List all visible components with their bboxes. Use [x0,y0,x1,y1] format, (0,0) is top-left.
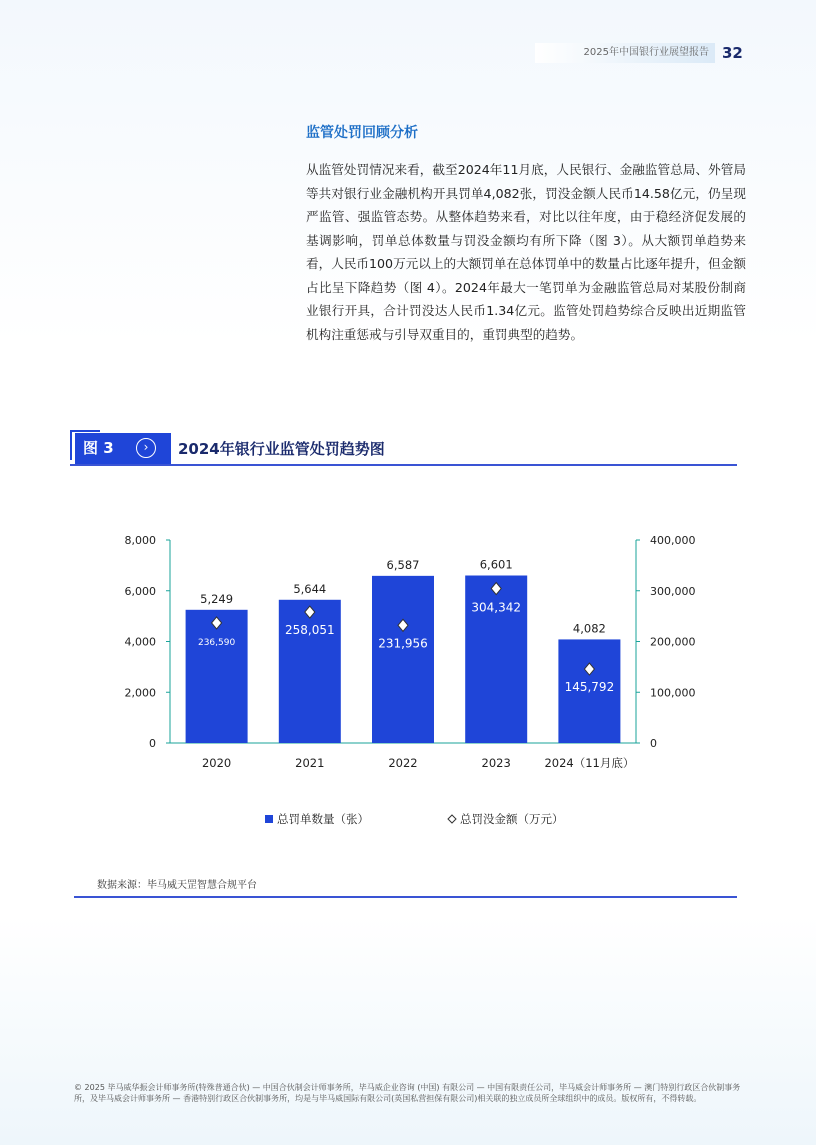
left-tick-label: 0 [149,737,156,750]
figure-label-text: 图 3 [83,439,114,457]
bar-value-label: 5,644 [293,581,327,596]
amount-label: 236,590 [197,637,236,648]
bar-value-label: 6,587 [386,557,420,572]
right-tick-label: 300,000 [650,584,696,598]
legend-bar-label: 总罚单数量（张） [277,812,369,826]
divider [74,896,737,898]
x-tick-label: 2021 [295,756,325,770]
bar-value-label: 6,601 [479,557,513,572]
figure-title: 2024年银行业监管处罚趋势图 [178,440,385,458]
bar-chart [0,500,816,840]
right-tick-label: 400,000 [650,534,696,547]
amount-label: 231,956 [378,636,428,651]
bar [372,576,434,743]
right-tick-label: 200,000 [650,635,696,649]
left-tick-label: 4,000 [124,635,156,649]
bar-value-label: 5,249 [200,591,234,606]
bar-value-label: 4,082 [572,621,606,636]
legend-diamond-label: 总罚没金额（万元） [460,812,564,826]
section-body: 从监管处罚情况来看，截至2024年11月底，人民银行、金融监管总局、外管局等共对银行业金融机构开具罚单4,082张，罚没金额人民币14.58亿元，仍呈现严监管、强监管态势。从整体趋势来看，对比以往年度，由于稳经济促发展的基调影响，罚单总体数量与罚没金额均有所下降（图 3）。从大额罚单趋势来看，人民币100万元以上的大额罚单在总体罚单中的数量占比逐年提升，但金额占比呈下降趋势（图 4）。2024年最大一笔罚单为金融监管总局对某股份制商业银行开具，合计罚没达人民币1.34亿元。监管处罚趋势综合反映出近期监管机构注重惩戒与引导双重目的，重罚典型的趋势。 [306,162,746,342]
bar [186,610,248,743]
right-tick-label: 0 [650,737,657,750]
left-tick-label: 2,000 [124,686,156,700]
x-tick-label: 2023 [481,756,511,770]
chevron-circle-right-icon: › [136,438,156,458]
legend-diamond-swatch [448,815,456,823]
left-tick-label: 6,000 [124,584,156,598]
amount-label: 258,051 [284,623,335,638]
x-tick-label: 2020 [201,756,232,770]
amount-label: 304,342 [471,600,522,615]
report-title: 2025年中国银行业展望报告 [535,43,715,63]
x-tick-label: 2022 [388,756,418,770]
copyright-footer: © 2025 毕马威华振会计师事务所(特殊普通合伙) — 中国合伙制会计师事务所，毕马威企业咨询 (中国) 有限公司 — 中国有限责任公司，毕马威会计师事务所 — 澳门特别行政区合伙制事务所，及毕马威会计师事务所 — 香港特别行政区合伙制事务所，均是与毕马威国际有限公司(英国私营担保有限公司)相关联的独立成员所全球组织中的成员。版权所有，不得转载。 [74,1083,741,1103]
section-title: 监管处罚回顾分析 [306,125,418,141]
legend-bar-swatch [265,815,273,823]
x-tick-label: 2024（11月底） [544,756,635,770]
bar [279,600,341,743]
left-tick-label: 8,000 [124,534,156,547]
figure-label [75,433,171,464]
page-number: 32 [722,44,743,62]
figure-header [70,430,737,466]
amount-label: 145,792 [564,680,615,695]
data-source: 数据来源：毕马威天罡智慧合规平台 [97,880,257,891]
right-tick-label: 100,000 [650,686,696,700]
